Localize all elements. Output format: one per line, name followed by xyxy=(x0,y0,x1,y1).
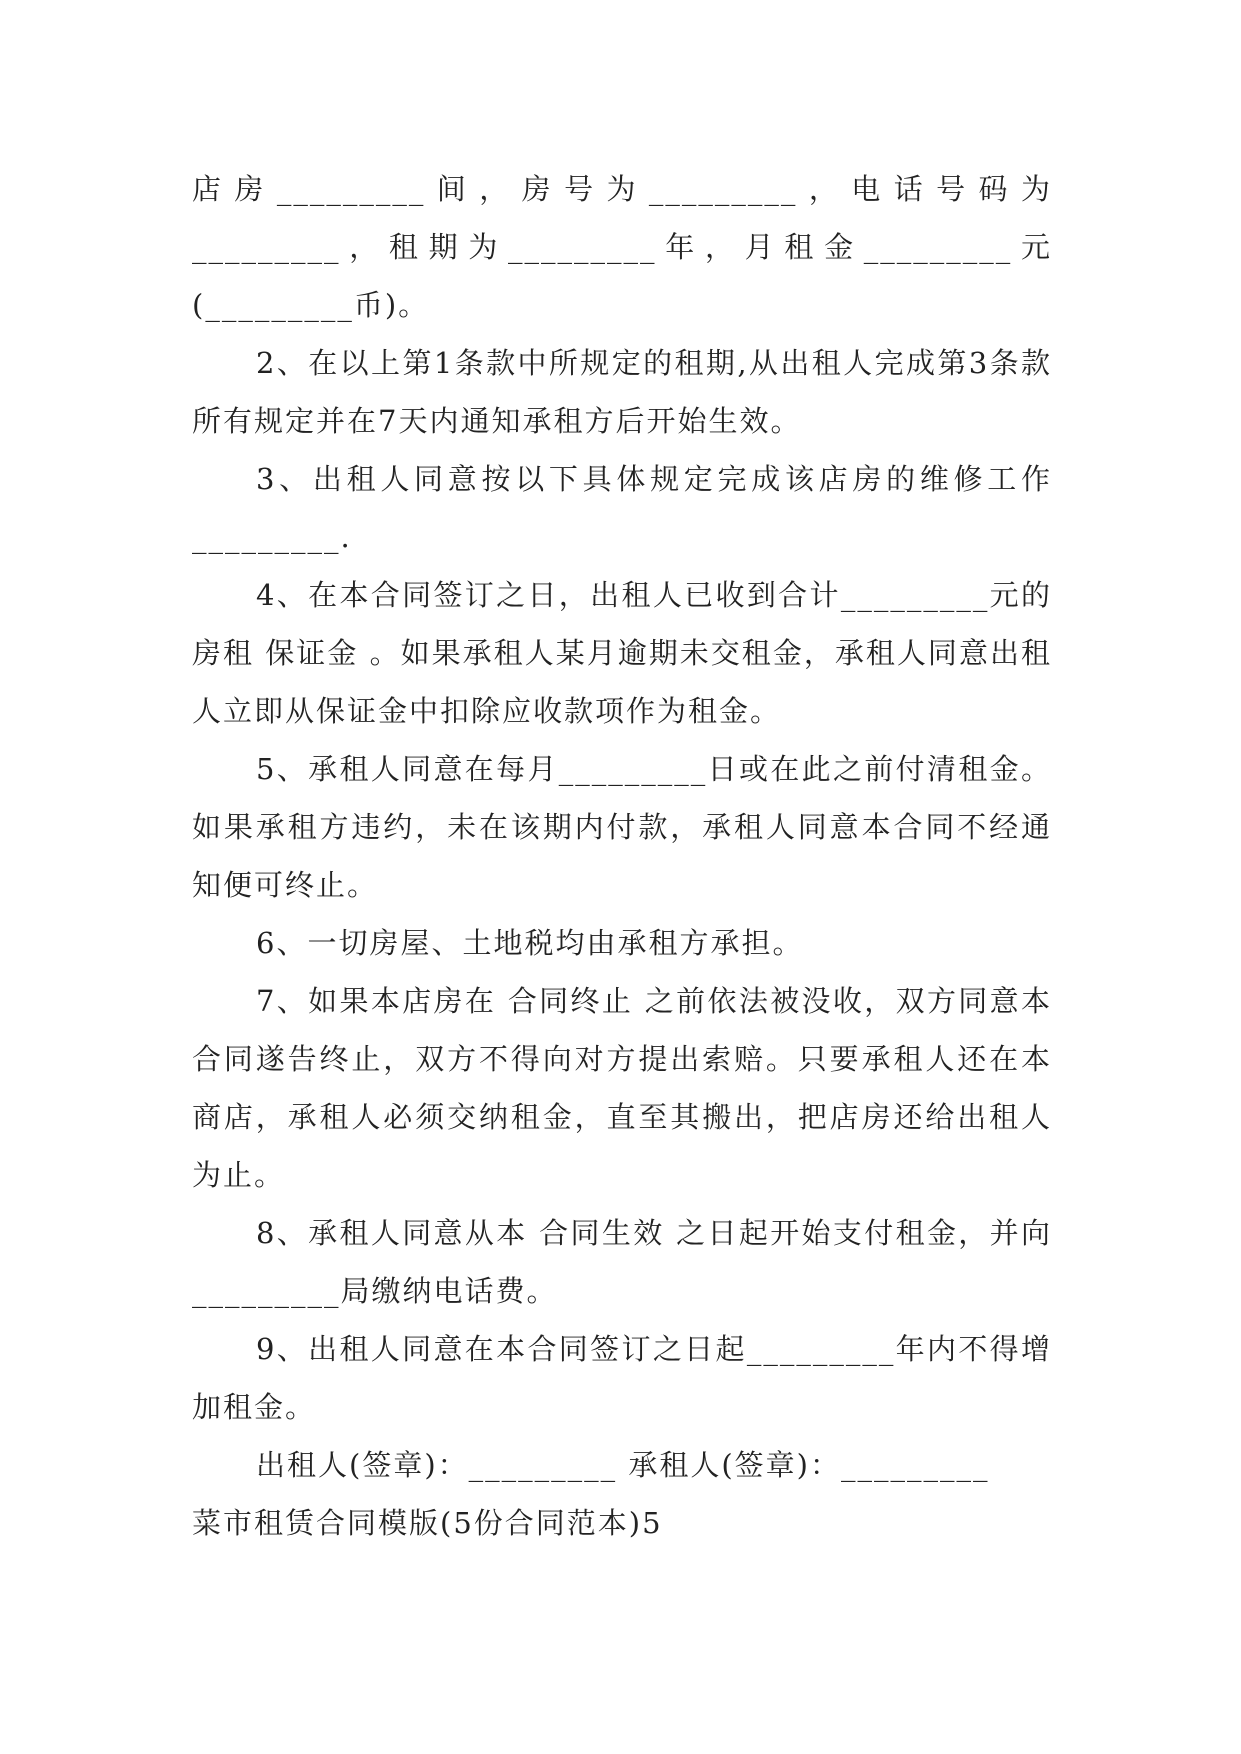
paragraph-9: 9、出租人同意在本合同签订之日起_________年内不得增加租金。 xyxy=(192,1332,1052,1424)
paragraph-6: 6、一切房屋、土地税均由承租方承担。 xyxy=(256,926,804,960)
paragraph-2: 2、在以上第1条款中所规定的租期,从出租人完成第3条款所有规定并在7天内通知承租方后开始生效。 xyxy=(192,346,1052,438)
signature-line: 出租人(签章)：_________ 承租人(签章)：_________ xyxy=(256,1448,990,1482)
paragraph-8: 8、承租人同意从本 合同生效 之日起开始支付租金，并向_________局缴纳电话费。 xyxy=(192,1216,1052,1308)
document-page xyxy=(192,160,1052,1552)
footer-title: 菜市租赁合同模版(5份合同范本)5 xyxy=(192,1506,663,1540)
paragraph-5: 5、承租人同意在每月_________日或在此之前付清租金。如果承租方违约，未在该期内付款，承租人同意本合同不经通知便可终止。 xyxy=(192,752,1052,902)
paragraph-4: 4、在本合同签订之日，出租人已收到合计_________元的房租 保证金 。如果承租人某月逾期未交租金，承租人同意出租人立即从保证金中扣除应收款项作为租金。 xyxy=(192,578,1052,728)
paragraph-3: 3、出租人同意按以下具体规定完成该店房的维修工作_________. xyxy=(192,462,1052,554)
paragraph-7: 7、如果本店房在 合同终止 之前依法被没收，双方同意本合同遂告终止，双方不得向对方提出索赔。只要承租人还在本商店，承租人必须交纳租金，直至其搬出，把店房还给出租人为止。 xyxy=(192,984,1052,1192)
paragraph-1: 店房_________间，房号为_________，电话号码为_________，租期为_________年，月租金_________元(_________币)。 xyxy=(192,172,1052,322)
